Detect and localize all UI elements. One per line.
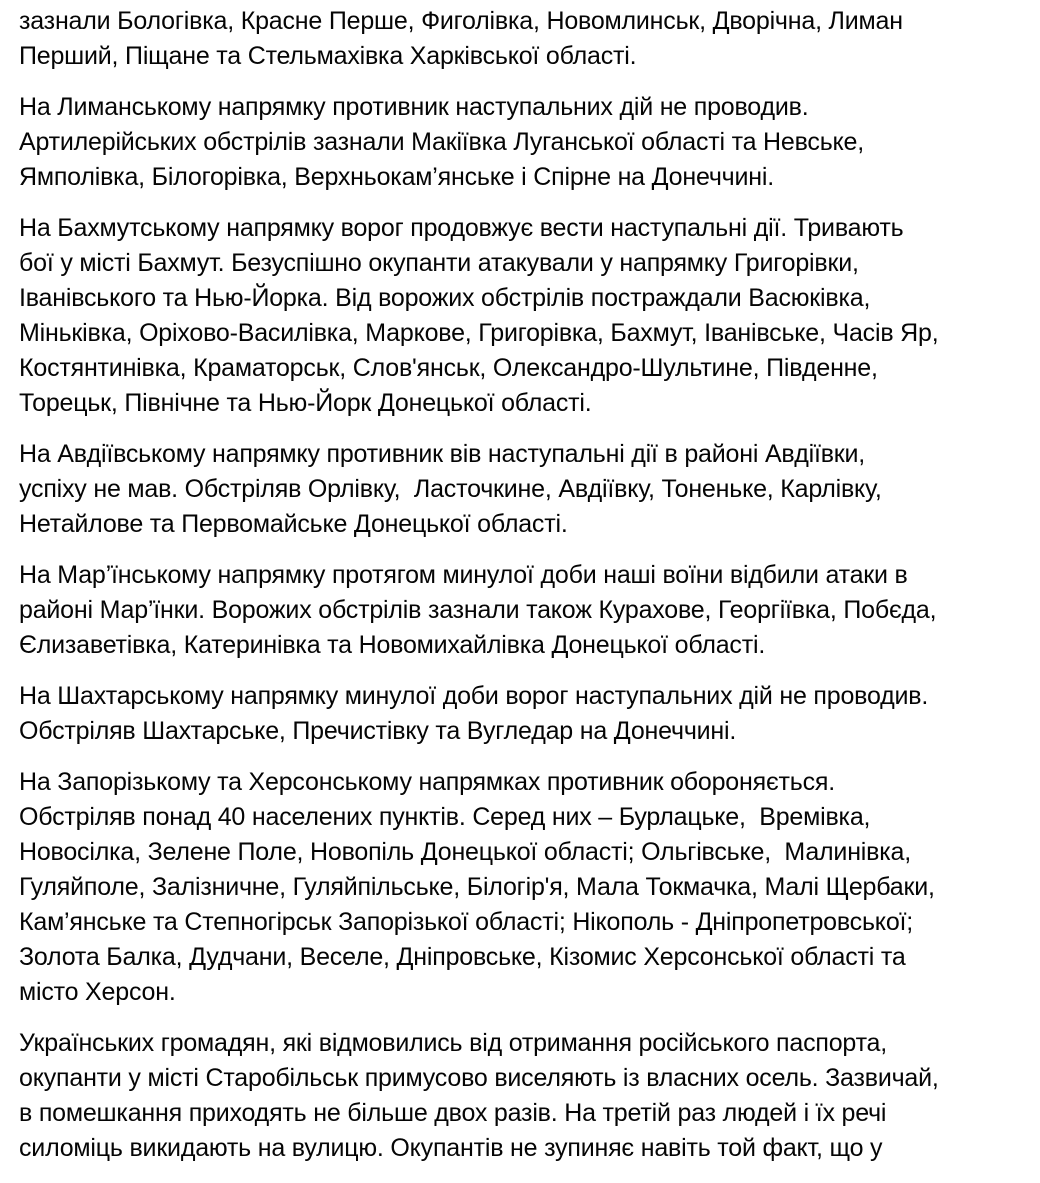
text-line: Костянтинівка, Краматорськ, Слов'янськ, Олександро-Шультине, Південне, bbox=[19, 354, 878, 382]
text-line: Обстріляв понад 40 населених пунктів. Серед них – Бурлацьке, Времівка, bbox=[19, 803, 871, 831]
text-line: Золота Балка, Дудчани, Веселе, Дніпровське, Кізомис Херсонської області та bbox=[19, 943, 906, 971]
text-line: успіху не мав. Обстріляв Орлівку, Ласточкине, Авдіївку, Тоненьке, Карлівку, bbox=[19, 475, 882, 503]
text-line: Артилерійських обстрілів зазнали Макіївка Луганської області та Невське, bbox=[19, 128, 864, 156]
text-line: На Запорізькому та Херсонському напрямках противник обороняється. bbox=[19, 768, 835, 796]
text-line: Новосілка, Зелене Поле, Новопіль Донецької області; Ольгівське, Малинівка, bbox=[19, 838, 911, 866]
text-line: Торецьк, Північне та Нью-Йорк Донецької області. bbox=[19, 389, 592, 417]
text-line: На Лиманському напрямку противник наступальних дій не проводив. bbox=[19, 93, 809, 121]
paragraph-lyman-direction bbox=[19, 90, 1022, 195]
text-line: Єлизаветівка, Катеринівка та Новомихайлівка Донецької області. bbox=[19, 631, 766, 659]
paragraph-kharkiv-shelling bbox=[19, 4, 1022, 74]
text-line: зазнали Бологівка, Красне Перше, Фиголівка, Новомлинськ, Дворічна, Лиман bbox=[19, 7, 903, 35]
text-line: На Мар’їнському напрямку протягом минулої доби наші воїни відбили атаки в bbox=[19, 561, 908, 589]
text-line: силоміць викидають на вулицю. Окупантів не зупиняє навіть той факт, що у bbox=[19, 1134, 883, 1162]
text-line: На Шахтарському напрямку минулої доби ворог наступальних дій не проводив. bbox=[19, 682, 929, 710]
text-line: Міньківка, Оріхово-Василівка, Маркове, Григорівка, Бахмут, Іванівське, Часів Яр, bbox=[19, 319, 939, 347]
text-line: Нетайлове та Первомайське Донецької області. bbox=[19, 510, 568, 538]
text-line: місто Херсон. bbox=[19, 978, 176, 1006]
paragraph-zaporizhzhia-kherson-direction bbox=[19, 765, 1022, 1010]
text-line: Обстріляв Шахтарське, Пречистівку та Вугледар на Донеччині. bbox=[19, 717, 737, 745]
text-line: Перший, Піщане та Стельмахівка Харківської області. bbox=[19, 42, 637, 70]
text-line: На Авдіївському напрямку противник вів наступальні дії в районі Авдіївки, bbox=[19, 440, 866, 468]
text-line: Українських громадян, які відмовились від отримання російського паспорта, bbox=[19, 1029, 888, 1057]
text-line: Гуляйполе, Залізничне, Гуляйпільське, Білогір'я, Мала Токмачка, Малі Щербаки, bbox=[19, 873, 935, 901]
text-line: окупанти у місті Старобільськ примусово виселяють із власних осель. Зазвичай, bbox=[19, 1064, 939, 1092]
paragraph-shakhtarske-direction bbox=[19, 679, 1022, 749]
paragraph-bakhmut-direction bbox=[19, 211, 1022, 421]
paragraph-starobilsk-evictions bbox=[19, 1026, 1022, 1166]
text-line: Кам’янське та Степногірськ Запорізької області; Нікополь - Дніпропетровської; bbox=[19, 908, 914, 936]
text-line: в помешкання приходять не більше двох разів. На третій раз людей і їх речі bbox=[19, 1099, 887, 1127]
text-line: бої у місті Бахмут. Безуспішно окупанти атакували у напрямку Григорівки, bbox=[19, 249, 859, 277]
paragraph-marinka-direction bbox=[19, 558, 1022, 663]
text-line: Ямполівка, Білогорівка, Верхньокам’янське і Спірне на Донеччині. bbox=[19, 163, 774, 191]
text-line: На Бахмутському напрямку ворог продовжує вести наступальні дії. Тривають bbox=[19, 214, 904, 242]
text-line: Іванівського та Нью-Йорка. Від ворожих обстрілів постраждали Васюківка, bbox=[19, 284, 871, 312]
paragraph-avdiivka-direction bbox=[19, 437, 1022, 542]
text-line: районі Мар’їнки. Ворожих обстрілів зазнали також Курахове, Георгіївка, Побєда, bbox=[19, 596, 937, 624]
